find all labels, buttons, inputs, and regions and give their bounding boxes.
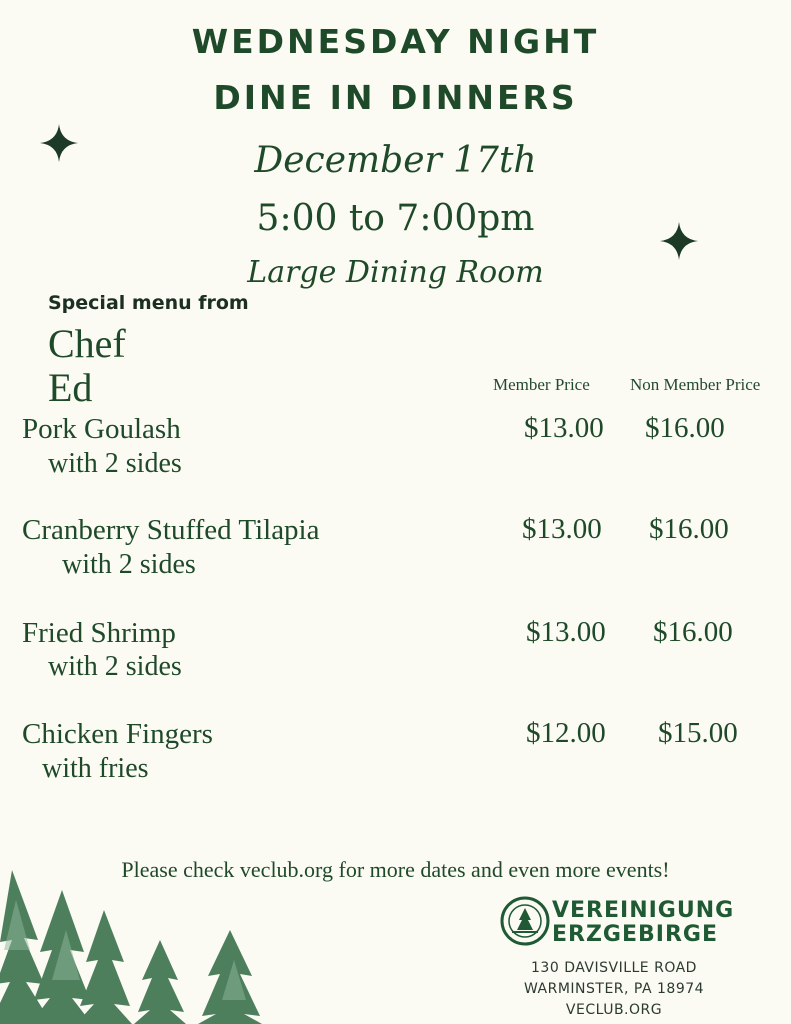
menu-item-name: Cranberry Stuffed Tilapia xyxy=(22,514,320,546)
menu-item-name: Fried Shrimp xyxy=(22,617,176,649)
menu-item-side: with 2 sides xyxy=(62,549,196,580)
event-time: 5:00 to 7:00pm xyxy=(256,198,535,239)
non-member-price: $15.00 xyxy=(658,717,738,749)
event-date: December 17th xyxy=(254,140,537,181)
org-name-line-2: ERZGEBIRGE xyxy=(552,922,718,947)
special-menu-label: Special menu from xyxy=(48,292,249,314)
non-member-price-header: Non Member Price xyxy=(630,375,761,394)
menu-item-side: with 2 sides xyxy=(48,651,182,682)
member-price: $13.00 xyxy=(522,513,602,545)
menu-item-name: Pork Goulash xyxy=(22,413,181,445)
chef-title: Chef xyxy=(48,321,126,366)
menu-item-side: with fries xyxy=(42,753,149,784)
address-city: WARMINSTER, PA 18974 xyxy=(523,981,705,997)
non-member-price: $16.00 xyxy=(645,412,725,444)
chef-name: Ed xyxy=(48,365,93,410)
website-link[interactable]: VECLUB.ORG xyxy=(565,1002,663,1018)
title-line-2: DINE IN DINNERS xyxy=(213,78,578,117)
title-line-1: WEDNESDAY NIGHT xyxy=(191,22,600,61)
org-name-line-1: VEREINIGUNG xyxy=(552,898,735,923)
address-street: 130 DAVISVILLE ROAD xyxy=(531,960,697,976)
member-price-header: Member Price xyxy=(493,375,590,394)
member-price: $12.00 xyxy=(526,717,606,749)
club-seal-logo xyxy=(500,896,550,946)
non-member-price: $16.00 xyxy=(653,616,733,648)
more-events-note: Please check veclub.org for more dates and even more events! xyxy=(121,857,670,882)
non-member-price: $16.00 xyxy=(649,513,729,545)
pine-trees-illustration xyxy=(0,860,280,1024)
member-price: $13.00 xyxy=(526,616,606,648)
menu-item-side: with 2 sides xyxy=(48,448,182,479)
menu-item-name: Chicken Fingers xyxy=(22,718,213,750)
member-price: $13.00 xyxy=(524,412,604,444)
event-location: Large Dining Room xyxy=(247,255,544,290)
